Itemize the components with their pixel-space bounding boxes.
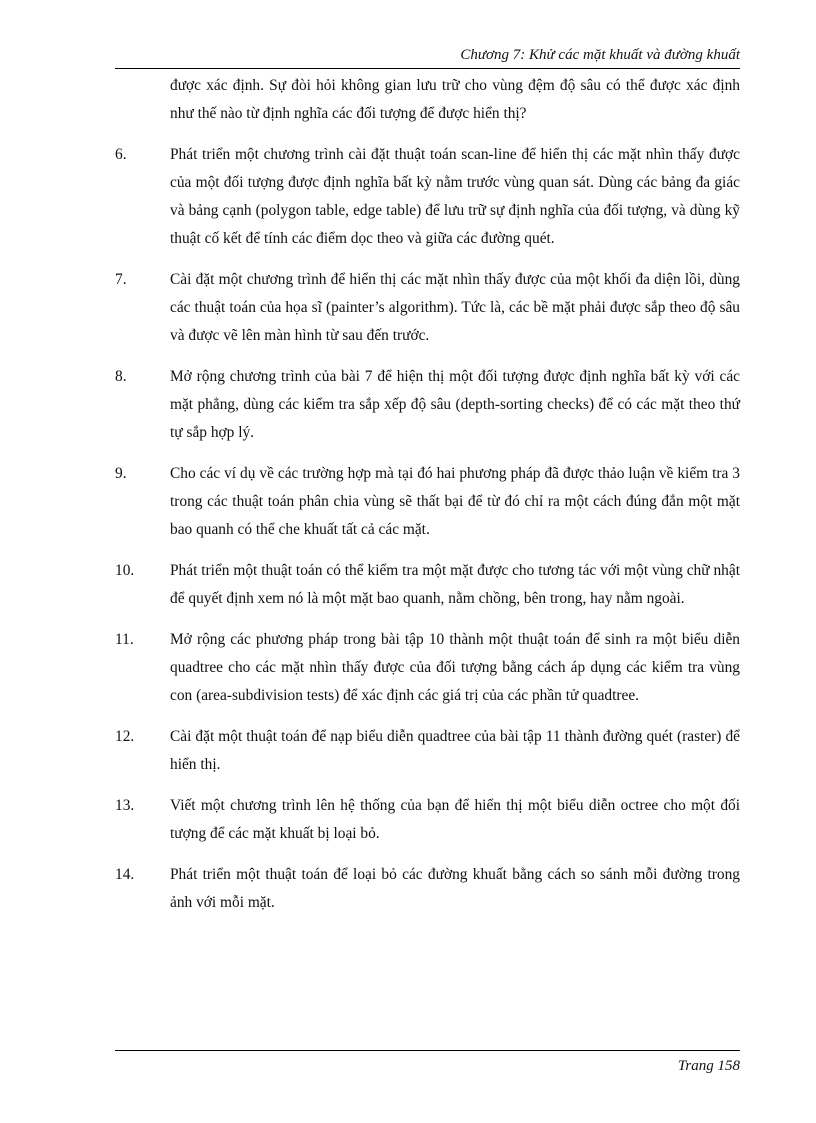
exercise-number: 8. — [115, 368, 127, 385]
exercise-item — [115, 363, 740, 447]
continuation-paragraph: được xác định. Sự đòi hỏi không gian lưu trữ cho vùng đệm độ sâu có thể được xác định như thế nào từ định nghĩa các đối tượng để được hiển thị? — [170, 77, 740, 122]
exercise-text: Mở rộng các phương pháp trong bài tập 10 thành một thuật toán để sinh ra một biểu diễn quadtree cho các mặt nhìn thấy được của đối tượng bằng cách áp dụng các kiểm tra vùng con (area-subdivision tests) để xác định các giá trị của các phần tử quadtree. — [170, 631, 740, 704]
exercise-item — [115, 460, 740, 544]
page-number: Trang 158 — [677, 1058, 740, 1074]
exercise-text: Phát triển một thuật toán để loại bỏ các đường khuất bằng cách so sánh mỗi đường trong ảnh với mỗi mặt. — [170, 866, 740, 911]
exercise-number: 7. — [115, 271, 127, 288]
exercise-text: Cài đặt một chương trình để hiển thị các mặt nhìn thấy được của một khối đa diện lồi, dùng các thuật toán của họa sĩ (painter’s algorithm). Tức là, các bề mặt phải được sắp theo độ sâu và được vẽ lên màn hình từ sau đến trước. — [170, 271, 740, 344]
exercise-number: 6. — [115, 146, 127, 163]
exercise-item — [115, 626, 740, 710]
exercise-item — [115, 266, 740, 350]
exercise-item — [115, 141, 740, 253]
exercise-number: 12. — [115, 728, 135, 745]
exercise-text: Phát triển một chương trình cài đặt thuật toán scan-line để hiển thị các mặt nhìn thấy được của một đối tượng được định nghĩa bất kỳ nằm trước vùng quan sát. Dùng các bảng đa giác và bảng cạnh (polygon table, edge table) để lưu trữ sự định nghĩa của đối tượng, và dùng kỹ thuật cố kết để tính các điểm dọc theo và giữa các đường quét. — [170, 146, 740, 247]
exercise-number: 11. — [115, 631, 134, 648]
exercise-number: 10. — [115, 562, 135, 579]
exercise-number: 9. — [115, 465, 127, 482]
exercise-text: Cho các ví dụ về các trường hợp mà tại đó hai phương pháp đã được thảo luận về kiểm tra 3 trong các thuật toán phân chia vùng sẽ thất bại để từ đó chỉ ra một cách đúng đắn một mặt bao quanh có thể che khuất tất cả các mặt. — [170, 465, 740, 538]
chapter-title: Chương 7: Khử các mặt khuất và đường khuất — [460, 47, 740, 63]
exercise-text: Viết một chương trình lên hệ thống của bạn để hiển thị một biểu diễn octree cho một đối tượng để các mặt khuất bị loại bỏ. — [170, 797, 740, 842]
page-footer — [115, 1050, 740, 1075]
exercise-number: 13. — [115, 797, 135, 814]
exercise-text: Cài đặt một thuật toán để nạp biểu diễn quadtree của bài tập 11 thành đường quét (raster) để hiển thị. — [170, 728, 740, 773]
exercise-item — [115, 861, 740, 917]
exercise-item — [115, 723, 740, 779]
exercise-text: Mở rộng chương trình của bài 7 để hiện thị một đối tượng được định nghĩa bất kỳ với các mặt phẳng, dùng các kiểm tra sắp xếp độ sâu (depth-sorting checks) để có các mặt theo thứ tự sắp hợp lý. — [170, 368, 740, 441]
page-content — [115, 72, 740, 917]
exercise-number: 14. — [115, 866, 135, 883]
exercise-text: Phát triển một thuật toán có thể kiểm tra một mặt được cho tương tác với một vùng chữ nhật để quyết định xem nó là một mặt bao quanh, nằm chồng, bên trong, hay nằm ngoài. — [170, 562, 740, 607]
exercise-item — [115, 557, 740, 613]
page-header — [115, 46, 740, 69]
exercise-item — [115, 792, 740, 848]
